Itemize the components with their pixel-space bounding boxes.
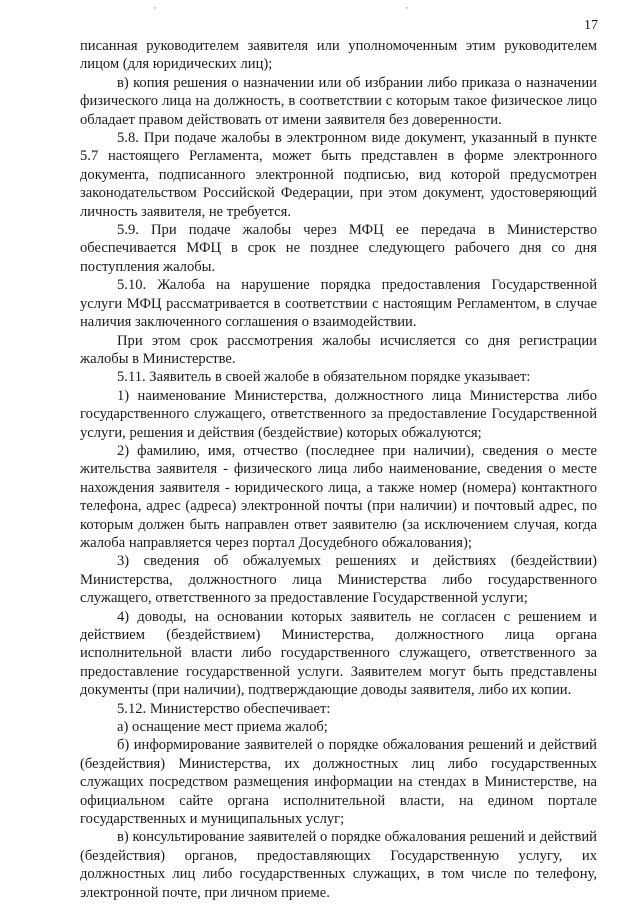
paragraph-5-7-v: в) копия решения о назначении или об избрании либо приказа о назначении физического лица на должность, в соответствии с которым такое физическое лицо обладает правом действовать от имени заявителя без доверенности. bbox=[80, 74, 597, 128]
scan-mark-left: ' bbox=[154, 6, 156, 17]
document-body bbox=[80, 37, 597, 902]
paragraph-5-11-3: 3) сведения об обжалуемых решениях и действиях (бездействии) Министерства, должностного лица Министерства либо государственного служащего, ответственного за предоставление Государственной услуги; bbox=[80, 553, 597, 607]
scan-mark-right: ' bbox=[406, 6, 408, 17]
paragraph-continuation: писанная руководителем заявителя или уполномоченным этим руководителем лицом (для юридических лиц); bbox=[80, 38, 597, 73]
paragraph-5-12-v: в) консультирование заявителей о порядке обжалования решений и действий (бездействия) органов, предоставляющих Государственную услугу, их должностных лиц либо государственных служащих, в том числе по телефону, электронной почте, при личном приеме. bbox=[80, 829, 597, 901]
paragraph-5-12: 5.12. Министерство обеспечивает: bbox=[117, 700, 331, 717]
paragraph-5-12-a: а) оснащение мест приема жалоб; bbox=[117, 719, 328, 736]
paragraph-5-11: 5.11. Заявитель в своей жалобе в обязательном порядке указывает: bbox=[117, 369, 531, 386]
paragraph-5-10: 5.10. Жалоба на нарушение порядка предоставления Государственной услуги МФЦ рассматривается в соответствии с настоящим Регламентом, в случае наличия заключенного соглашения о взаимодействии. bbox=[80, 277, 597, 331]
paragraph-5-9: 5.9. При подаче жалобы через МФЦ ее передача в Министерство обеспечивается МФЦ в срок не позднее следующего рабочего дня со дня поступления жалобы. bbox=[80, 222, 597, 275]
paragraph-5-12-b: б) информирование заявителей о порядке обжалования решений и действий (бездействия) Министерства, их должностных лиц либо государственных служащих посредством размещения информации на стендах в Министерстве, на официальном сайте органа исполнительной власти, на едином портале государственных и муниципальных услуг; bbox=[80, 737, 597, 828]
paragraph-5-11-4: 4) доводы, на основании которых заявитель не согласен с решением и действием (бездействием) Министерства, должностного лица органа исполнительной власти либо государственного служащего, ответственного за предоставление государственной услуги. Заявителем могут быть представлены документы (при наличии), подтверждающие доводы заявителя, либо их копии. bbox=[80, 608, 597, 699]
paragraph-5-11-1: 1) наименование Министерства, должностного лица Министерства либо государственного служащего, ответственного за предоставление Государственной услуги, решения и действия (бездействие) которых обжалуются; bbox=[80, 387, 597, 441]
paragraph-5-10-term: При этом срок рассмотрения жалобы исчисляется со дня регистрации жалобы в Министерстве. bbox=[80, 332, 597, 367]
paragraph-5-11-2: 2) фамилию, имя, отчество (последнее при наличии), сведения о месте жительства заявителя - физического лица либо наименование, сведения о месте нахождения заявителя - юридического лица, а также номер (номера) контактного телефона, адрес (адреса) электронной почты (при наличии) и почтовый адрес, по которым должен быть направлен ответ заявителю (за исключением случая, когда жалоба направляется через портал Досудебного обжалования); bbox=[80, 442, 597, 551]
page-number: 17 bbox=[584, 18, 598, 33]
paragraph-5-8: 5.8. При подаче жалобы в электронном виде документ, указанный в пункте 5.7 настоящего Регламента, может быть представлен в форме электронного документа, подписанного электронной подписью, вид которой предусмотрен законодательством Российской Федерации, при этом документ, удостоверяющий личность заявителя, не требуется. bbox=[80, 130, 597, 220]
